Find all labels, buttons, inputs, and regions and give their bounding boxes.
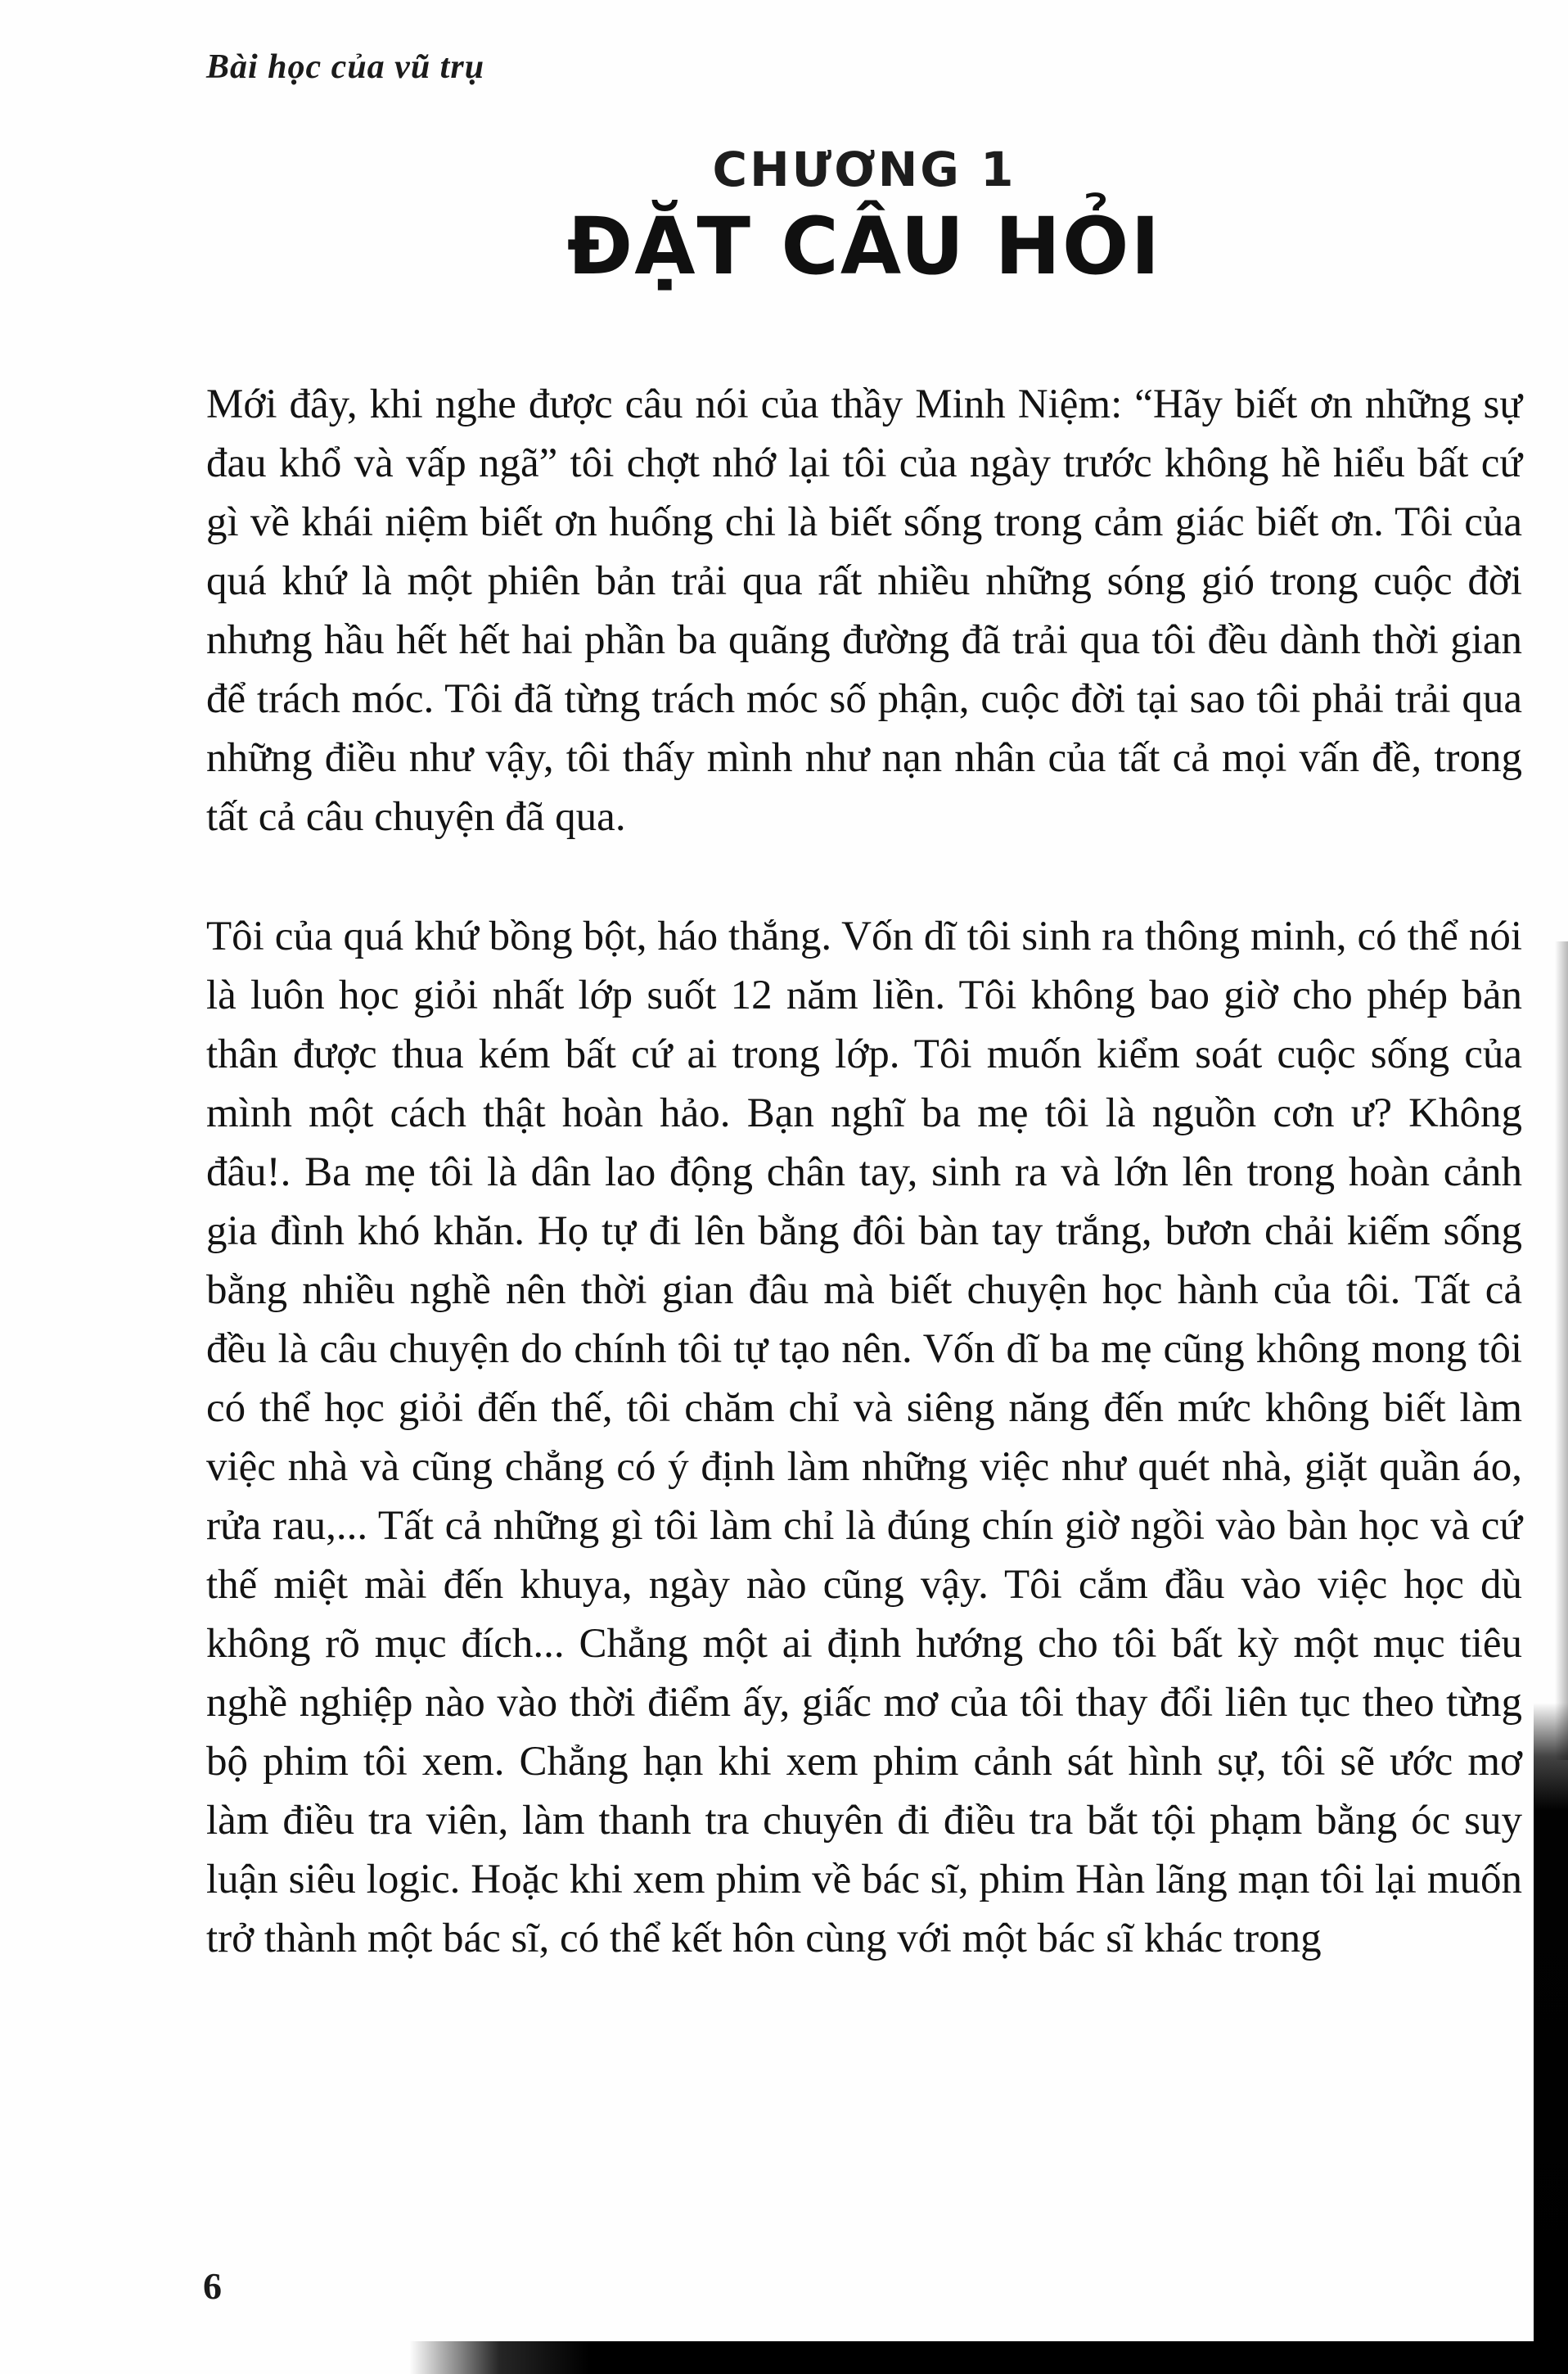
scan-shadow-right	[1534, 1703, 1568, 2374]
chapter-label: CHƯƠNG 1	[712, 142, 1016, 197]
chapter-title: ĐẶT CÂU HỎI	[566, 200, 1162, 292]
paragraph: Mới đây, khi nghe được câu nói của thầy Minh Niệm: “Hãy biết ơn những sự đau khổ và vấp ngã” tôi chợt nhớ lại tôi của ngày trước không hề hiểu bất cứ gì về khái niệm biết ơn huống chi là biết sống trong cảm giác biết ơn. Tôi của quá khứ là một phiên bản trải qua rất nhiều những sóng gió trong cuộc đời nhưng hầu hết hết hai phần ba quãng đường đã trải qua tôi đều dành thời gian để trách móc. Tôi đã từng trách móc số phận, cuộc đời tại sao tôi phải trải qua những điều như vậy, tôi thấy mình như nạn nhân của tất cả mọi vấn đề, trong tất cả câu chuyện đã qua.	[206, 381, 1522, 840]
page-edge-shadow	[1555, 941, 1568, 1760]
paragraph: Tôi của quá khứ bồng bột, háo thắng. Vốn dĩ tôi sinh ra thông minh, có thể nói là luôn học giỏi nhất lớp suốt 12 năm liền. Tôi không bao giờ cho phép bản thân được thua kém bất cứ ai trong lớp. Tôi muốn kiểm soát cuộc sống của mình một cách thật hoàn hảo. Bạn nghĩ ba mẹ tôi là nguồn cơn ư? Không đâu!. Ba mẹ tôi là dân lao động chân tay, sinh ra và lớn lên trong hoàn cảnh gia đình khó khăn. Họ tự đi lên bằng đôi bàn tay trắng, bươn chải kiếm sống bằng nhiều nghề nên thời gian đâu mà biết chuyện học hành của tôi. Tất cả đều là câu chuyện do chính tôi tự tạo nên. Vốn dĩ ba mẹ cũng không mong tôi có thể học giỏi đến thế, tôi chăm chỉ và siêng năng đến mức không biết làm việc nhà và cũng chẳng có ý định làm những việc như quét nhà, giặt quần áo, rửa rau,... Tất cả những gì tôi làm chỉ là đúng chín giờ ngồi vào bàn học và cứ thế miệt mài đến khuya, ngày nào cũng vậy. Tôi cắm đầu vào việc học dù không rõ mục đích... Chẳng một ai định hướng cho tôi bất kỳ một mục tiêu nghề nghiệp nào vào thời điểm ấy, giấc mơ của tôi thay đổi liên tục theo từng bộ phim tôi xem. Chẳng hạn khi xem phim cảnh sát hình sự, tôi sẽ ước mơ làm điều tra viên, làm thanh tra chuyên đi điều tra bắt tội phạm bằng óc suy luận siêu logic. Hoặc khi xem phim về bác sĩ, phim Hàn lãng mạn tôi lại muốn trở thành một bác sĩ, có thể kết hôn cùng với một bác sĩ khác trong	[206, 914, 1522, 1961]
chapter-heading	[206, 144, 1522, 291]
page-number: 6	[203, 2265, 222, 2307]
body-text	[206, 375, 1522, 1968]
scan-shadow-bottom	[409, 2341, 1568, 2374]
running-header: Bài học của vũ trụ	[206, 48, 485, 86]
